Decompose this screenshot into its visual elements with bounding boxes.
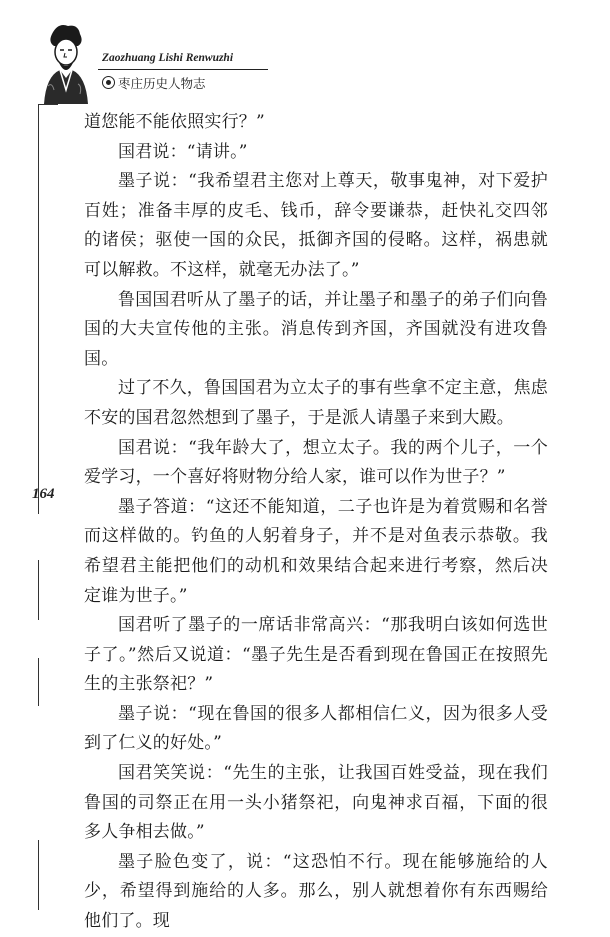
paragraph: 国君笑笑说：“先生的主张，让我国百姓受益，现在我们鲁国的司祭正在用一头小猪祭祀，向鬼神求百福，下面的很多人争相去做。” [84, 763, 548, 843]
bullet-circle-icon [102, 76, 115, 89]
margin-rule-segment [38, 560, 39, 620]
header-rule [98, 69, 268, 70]
scholar-portrait-icon [38, 20, 90, 104]
margin-rule-horizontal [38, 104, 58, 105]
running-header [38, 20, 268, 104]
paragraph: 过了不久，鲁国国君为立太子的事有些拿不定主意，焦虑不安的国君忽然想到了墨子，于是派人请墨子来到大殿。 [84, 378, 548, 428]
paragraph: 道您能不能依照实行？” [84, 112, 265, 132]
paragraph: 国君说：“我年龄大了，想立太子。我的两个儿子，一个爱学习，一个喜好将财物分给人家，谁可以作为世子？” [84, 437, 548, 488]
margin-rule-segment [38, 658, 39, 706]
body-text [84, 108, 548, 937]
header-pinyin: Zaozhuang Lishi Renwuzhi [102, 52, 234, 64]
paragraph: 国君说：“请讲。” [118, 141, 248, 162]
paragraph: 国君听了墨子的一席话非常高兴：“那我明白该如何选世子了。”然后又说道：“墨子先生是否看到现在鲁国正在按照先生的主张祭祀？” [84, 615, 548, 695]
header-title [102, 74, 206, 92]
book-title: 枣庄历史人物志 [118, 76, 206, 91]
paragraph: 墨子说：“现在鲁国的很多人都相信仁义，因为很多人受到了仁义的好处。” [84, 703, 548, 754]
margin-rule-segment [38, 840, 39, 910]
paragraph: 墨子说：“我希望君主您对上尊天，敬事鬼神，对下爱护百姓；准备丰厚的皮毛、钱币，辞令要谦恭，赶快礼交四邻的诸侯；驱使一国的众民，抵御齐国的侵略。这样，祸患就可以解救。不这样，就毫无办法了。” [84, 171, 548, 280]
paragraph: 鲁国国君听从了墨子的话，并让墨子和墨子的弟子们向鲁国的大夫宣传他的主张。消息传到齐国，齐国就没有进攻鲁国。 [84, 289, 548, 369]
margin-rule-vertical [38, 104, 39, 514]
paragraph: 墨子脸色变了，说：“这恐怕不行。现在能够施给的人少，希望得到施给的人多。那么，别人就想着你有东西赐给他们了。现 [84, 851, 548, 932]
paragraph: 墨子答道：“这还不能知道，二子也许是为着赏赐和名誉而这样做的。钓鱼的人躬着身子，并不是对鱼表示恭敬。我希望君主能把他们的动机和效果结合起来进行考察，然后决定谁为世子。” [84, 496, 548, 606]
page-number: 164 [32, 486, 55, 502]
